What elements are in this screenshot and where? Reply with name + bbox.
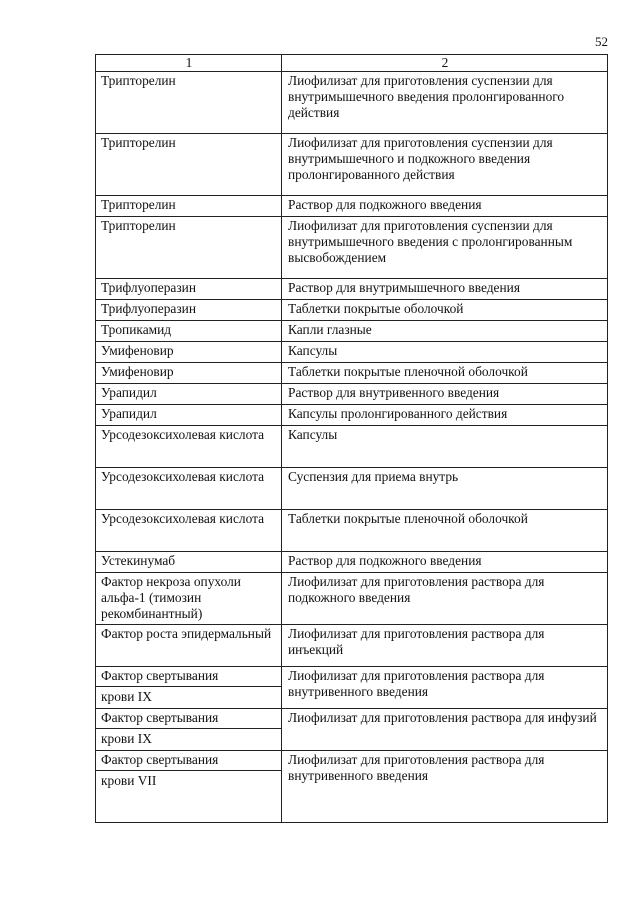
dosage-form-cell: Таблетки покрытые пленочной оболочкой	[282, 363, 608, 384]
drug-name-cell	[96, 667, 282, 709]
dosage-form-cell: Капсулы	[282, 426, 608, 468]
drug-name-cell	[96, 751, 282, 823]
drug-name-cell: Тропикамид	[96, 321, 282, 342]
drug-name-cell: Фактор некроза опухоли альфа-1 (тимозин рекомбинантный)	[96, 573, 282, 625]
dosage-form-cell: Капсулы	[282, 342, 608, 363]
dosage-form-cell: Лиофилизат для приготовления суспензии для внутримышечного введения с пролонгированным высвобождением	[282, 217, 608, 279]
drug-name-cell: Фактор роста эпидермальный	[96, 625, 282, 667]
dosage-form-cell: Капсулы пролонгированного действия	[282, 405, 608, 426]
drug-table	[95, 54, 608, 823]
table-row	[96, 134, 608, 196]
drug-name-cell: Трипторелин	[96, 196, 282, 217]
dosage-form-cell: Суспензия для приема внутрь	[282, 468, 608, 510]
drug-name-line-2: крови IX	[96, 728, 281, 747]
dosage-form-cell: Капли глазные	[282, 321, 608, 342]
dosage-form-cell: Раствор для внутримышечного введения	[282, 279, 608, 300]
dosage-form-cell: Лиофилизат для приготовления раствора для внутривенного введения	[282, 751, 608, 823]
drug-name-line-2: крови VII	[96, 770, 281, 789]
table-row	[96, 72, 608, 134]
drug-name-line-1: Фактор свертывания	[101, 710, 219, 725]
table-row	[96, 300, 608, 321]
drug-name-cell: Урапидил	[96, 384, 282, 405]
table-row	[96, 468, 608, 510]
table-row	[96, 342, 608, 363]
dosage-form-cell: Раствор для подкожного введения	[282, 196, 608, 217]
drug-name-cell: Умифеновир	[96, 363, 282, 384]
table-row	[96, 573, 608, 625]
dosage-form-cell: Лиофилизат для приготовления раствора для подкожного введения	[282, 573, 608, 625]
table-row	[96, 709, 608, 751]
page-number: 52	[595, 34, 608, 49]
column-header-2: 2	[282, 55, 608, 72]
dosage-form-cell: Раствор для подкожного введения	[282, 552, 608, 573]
dosage-form-cell: Лиофилизат для приготовления раствора для инфузий	[282, 709, 608, 751]
drug-name-cell: Урсодезоксихолевая кислота	[96, 510, 282, 552]
table-row	[96, 405, 608, 426]
table-row	[96, 667, 608, 709]
table-row	[96, 196, 608, 217]
dosage-form-cell: Лиофилизат для приготовления раствора для внутривенного введения	[282, 667, 608, 709]
dosage-form-cell: Таблетки покрытые пленочной оболочкой	[282, 510, 608, 552]
table-row	[96, 279, 608, 300]
table-row	[96, 384, 608, 405]
dosage-form-cell: Лиофилизат для приготовления суспензии для внутримышечного и подкожного введения пролонгированного действия	[282, 134, 608, 196]
drug-name-cell: Трипторелин	[96, 72, 282, 134]
table-row	[96, 751, 608, 823]
drug-name-line-1: Фактор свертывания	[101, 752, 219, 767]
drug-name-line-2: крови IX	[96, 686, 281, 705]
table-row	[96, 625, 608, 667]
drug-name-cell: Урсодезоксихолевая кислота	[96, 468, 282, 510]
dosage-form-cell: Раствор для внутривенного введения	[282, 384, 608, 405]
column-header-1: 1	[96, 55, 282, 72]
table-row	[96, 426, 608, 468]
drug-name-cell: Урапидил	[96, 405, 282, 426]
table-row	[96, 552, 608, 573]
table-row	[96, 321, 608, 342]
table-row	[96, 217, 608, 279]
drug-name-cell: Трифлуоперазин	[96, 279, 282, 300]
drug-name-cell: Трипторелин	[96, 134, 282, 196]
table-header-row	[96, 55, 608, 72]
drug-name-line-1: Фактор свертывания	[101, 668, 219, 683]
drug-name-cell	[96, 709, 282, 751]
table-row	[96, 510, 608, 552]
table-row	[96, 363, 608, 384]
drug-name-cell: Умифеновир	[96, 342, 282, 363]
dosage-form-cell: Таблетки покрытые оболочкой	[282, 300, 608, 321]
dosage-form-cell: Лиофилизат для приготовления раствора для инъекций	[282, 625, 608, 667]
drug-name-cell: Урсодезоксихолевая кислота	[96, 426, 282, 468]
dosage-form-cell: Лиофилизат для приготовления суспензии для внутримышечного введения пролонгированного действия	[282, 72, 608, 134]
drug-name-cell: Трипторелин	[96, 217, 282, 279]
drug-name-cell: Устекинумаб	[96, 552, 282, 573]
drug-name-cell: Трифлуоперазин	[96, 300, 282, 321]
